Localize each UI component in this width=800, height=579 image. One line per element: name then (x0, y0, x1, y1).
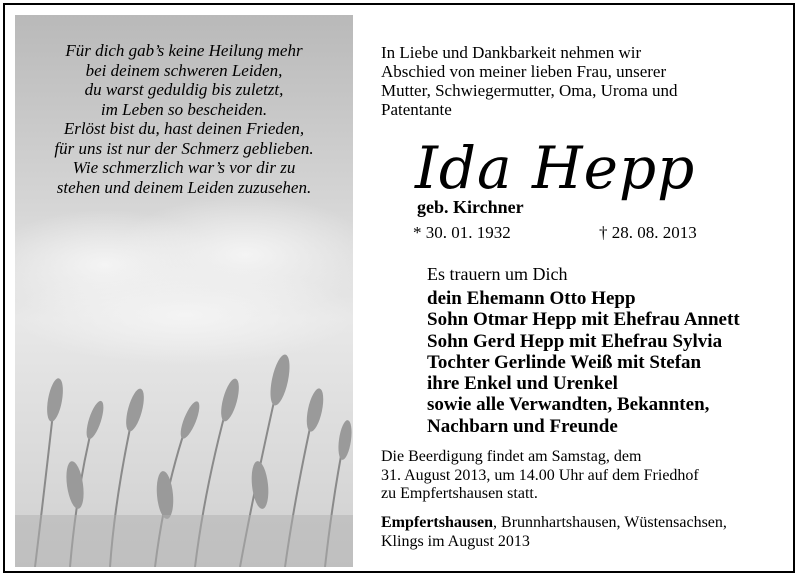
place-line (381, 513, 791, 532)
funeral-notice (381, 448, 791, 504)
funeral-line: zu Empfertshausen statt. (381, 485, 538, 503)
birth-date: * 30. 01. 1932 (413, 223, 511, 242)
mourner-line: ihre Enkel und Urenkel (427, 373, 618, 395)
mourner-line: Tochter Gerlinde Weiß mit Stefan (427, 351, 702, 373)
wheat-field-photo (15, 15, 353, 567)
mourner-line: Sohn Gerd Hepp mit Ehefrau Sylvia (427, 330, 723, 352)
intro-line: Patentante (381, 100, 452, 119)
poem-line: stehen und deinem Leiden zuzusehen. (56, 177, 312, 197)
poem-line: Erlöst bist du, hast deinen Frieden, (63, 119, 305, 138)
poem-line: für uns ist nur der Schmerz geblieben. (54, 138, 314, 158)
funeral-line: Die Beerdigung findet am Samstag, dem (381, 448, 642, 465)
poem-line: Wie schmerzlich war’s vor dir zu (72, 158, 296, 177)
maiden-name: geb. Kirchner (417, 197, 524, 217)
poem-line: du warst geduldig bis zuletzt, (84, 80, 284, 99)
poem (15, 41, 353, 197)
place-rest: , Brunnhartshausen, Wüstensachsen, (493, 514, 727, 531)
intro-line: In Liebe und Dankbarkeit nehmen wir (381, 43, 642, 62)
place-town: Empfertshausen (381, 514, 494, 531)
poem-line: bei deinem schweren Leiden, (85, 60, 283, 80)
mourner-line: Sohn Otmar Hepp mit Ehefrau Annett (427, 309, 740, 331)
poem-line: Für dich gab’s keine Heilung mehr (65, 41, 303, 60)
obituary-frame (3, 3, 795, 573)
death-date: † 28. 08. 2013 (599, 223, 697, 242)
mourner-line: dein Ehemann Otto Hepp (427, 288, 636, 309)
poem-line: im Leben so bescheiden. (100, 99, 268, 119)
mourner-line: Nachbarn und Freunde (427, 415, 618, 437)
mourners-list (427, 288, 740, 437)
place-line-2: Klings im August 2013 (381, 533, 530, 550)
place-and-date (381, 513, 791, 551)
intro-text (381, 43, 741, 119)
mourner-line: sowie alle Verwandten, Bekannten, (427, 394, 710, 416)
intro-line: Mutter, Schwiegermutter, Oma, Uroma und (381, 81, 678, 100)
mourners-intro: Es trauern um Dich (427, 264, 568, 284)
funeral-line: 31. August 2013, um 14.00 Uhr auf dem Friedhof (381, 466, 699, 484)
intro-line: Abschied von meiner lieben Frau, unserer (381, 62, 667, 81)
deceased-name: Ida Hepp (415, 134, 696, 202)
